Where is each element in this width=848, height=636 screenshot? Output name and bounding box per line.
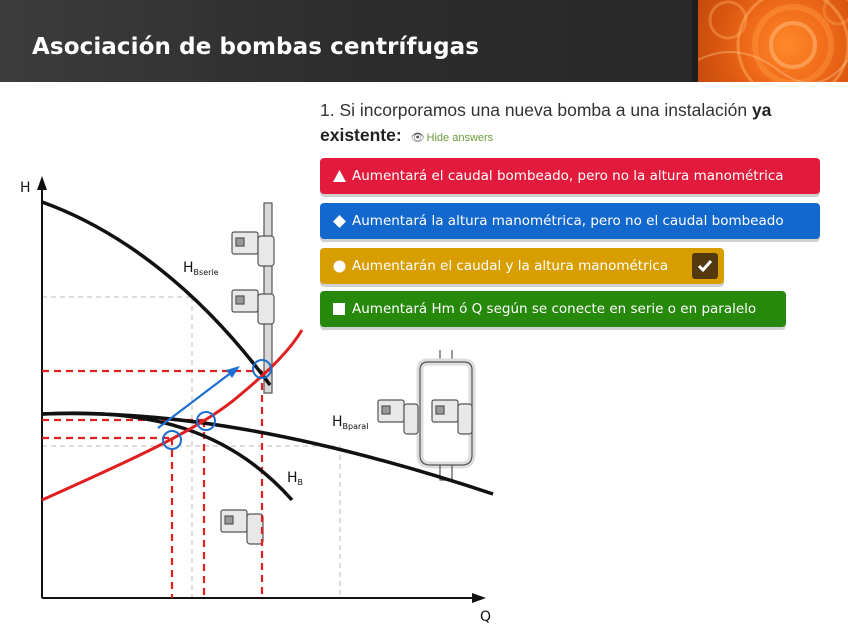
pump-curves-diagram — [0, 165, 500, 636]
single-pump-pictogram — [221, 510, 263, 544]
question-text-bold-2: existente: — [320, 125, 402, 145]
shift-arrow — [158, 366, 240, 428]
slide-header — [0, 0, 848, 82]
answer-label: Aumentarán el caudal y la altura manométrica — [352, 258, 669, 274]
answer-label: Aumentará la altura manométrica, pero no el caudal bombeado — [352, 213, 784, 229]
hide-answers-label: Hide answers — [426, 132, 494, 144]
slide-title: Asociación de bombas centrífugas — [32, 34, 480, 60]
parallel-pumps-pictogram — [378, 350, 472, 480]
answer-label: Aumentará Hm ó Q según se conecte en serie o en paralelo — [352, 301, 757, 317]
curve-hb-parallel — [42, 414, 493, 494]
label-hb-parallel: $H_{Bparal}$ — [332, 414, 369, 431]
x-axis-label: Q — [480, 609, 492, 625]
curve-hb-single — [42, 413, 292, 500]
decorative-orange-graphic — [698, 0, 848, 82]
eye-slash-icon: 👁 — [410, 132, 425, 144]
question-text — [320, 98, 848, 151]
question-text-bold: ya — [751, 100, 772, 120]
answer-label: Aumentará el caudal bombeado, pero no la altura manométrica — [352, 168, 784, 184]
y-axis-label: H — [20, 180, 31, 196]
label-hb-single: $H_B$ — [287, 470, 304, 487]
correct-check-icon — [692, 253, 718, 279]
hide-answers-link[interactable] — [411, 132, 494, 144]
label-hb-serie: $H_{Bserie}$ — [183, 260, 219, 277]
question-text-part: 1. Si incorporamos una nueva bomba a una instalación — [320, 100, 752, 120]
